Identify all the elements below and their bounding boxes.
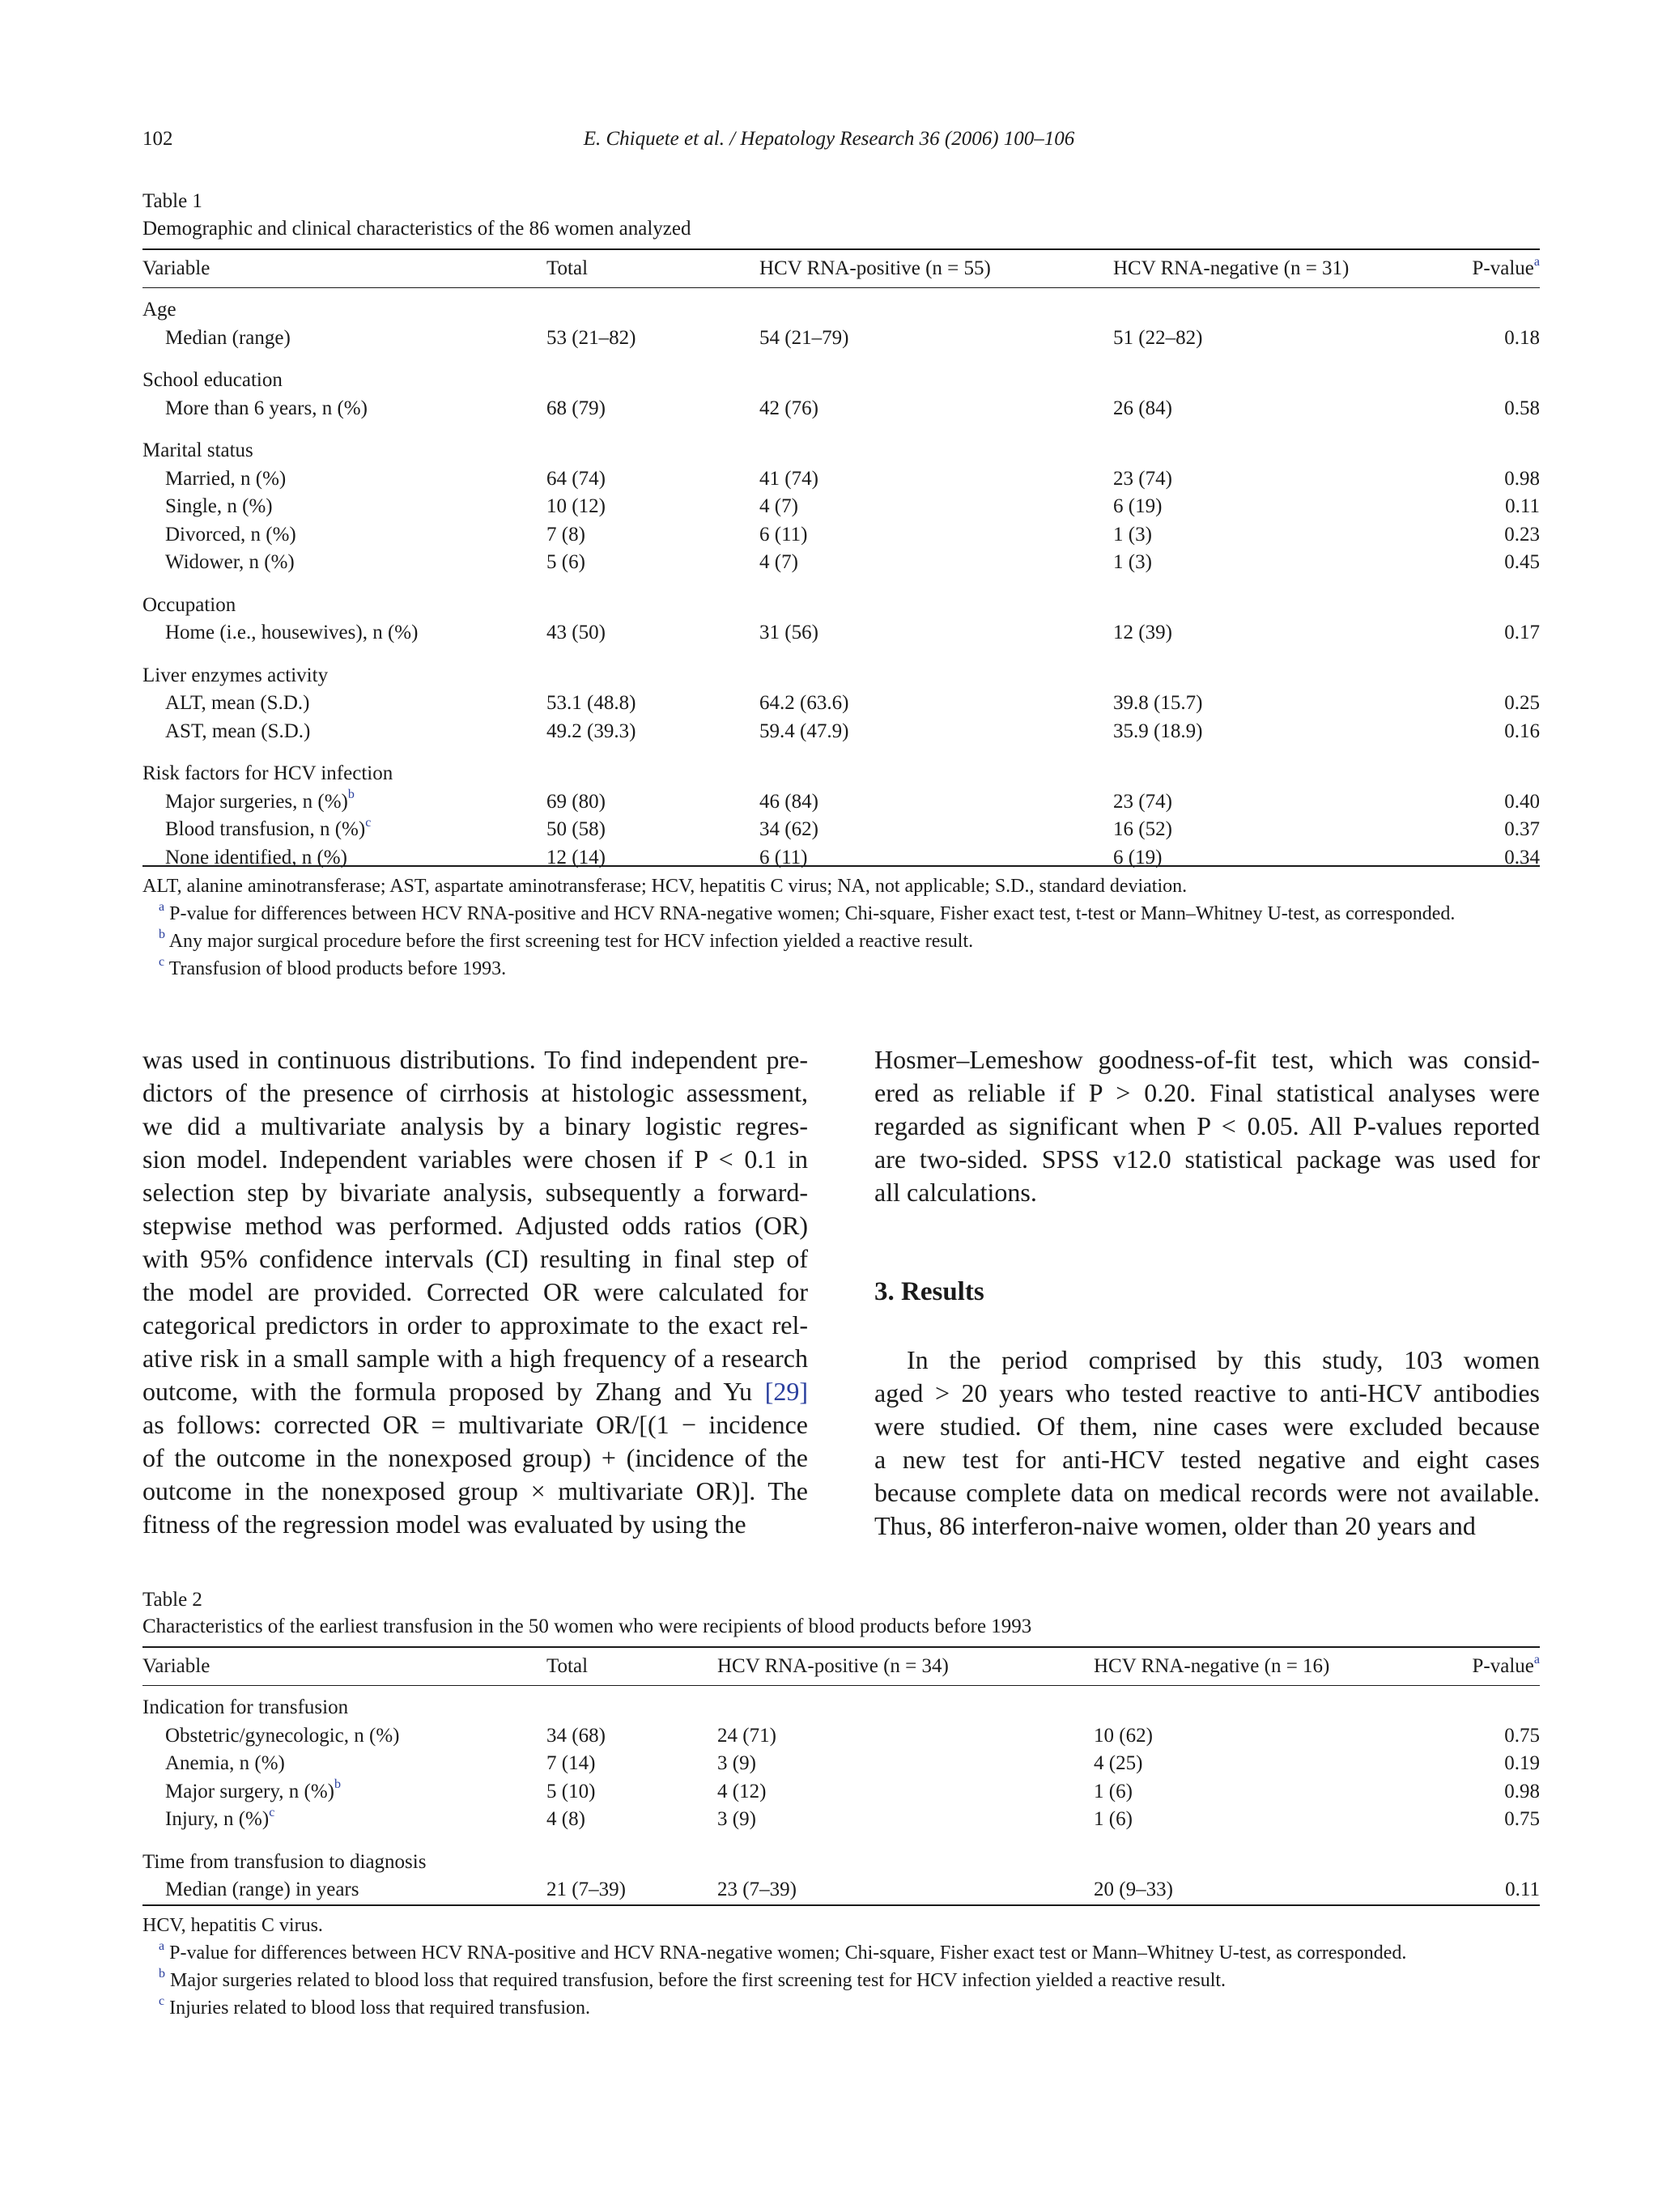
group-label: Age (142, 299, 176, 321)
cell-hcv-negative: 6 (19) (1113, 846, 1163, 868)
cell-hcv-negative: 12 (39) (1113, 622, 1172, 643)
body-right-column-top (874, 1043, 1540, 1209)
row-label: Divorced, n (%) (165, 523, 296, 546)
column-header: Total (546, 257, 589, 279)
table1-footnote-b: $^b$ Any major surgical procedure before the first screening test for HCV infection yielded a reactive result. (159, 928, 974, 952)
group-label: Liver enzymes activity (142, 664, 329, 686)
cell-p-value: 0.58 (1504, 397, 1540, 419)
cell-total: 7 (8) (546, 523, 585, 546)
cell-p-value: 0.18 (1504, 326, 1540, 349)
cell-p-value: 0.11 (1505, 1879, 1540, 1900)
cell-hcv-negative: 1 (3) (1113, 551, 1152, 573)
text-line: because complete data on medical records were not available. (874, 1478, 1540, 1507)
group-label: Indication for transfusion (142, 1696, 349, 1718)
cell-hcv-positive: 41 (74) (759, 467, 818, 490)
row-label: None identified, n (%) (165, 846, 347, 868)
text-line: Thus, 86 interferon-naive women, older than 20 years and (874, 1511, 1476, 1540)
cell-total: 10 (12) (546, 495, 606, 517)
row-label: Anemia, n (%) (165, 1752, 285, 1774)
text-line: the model are provided. Corrected OR were calculated for (142, 1277, 808, 1306)
row-label: Injury, n (%)$^c$ (165, 1805, 275, 1830)
row-label: Major surgery, n (%)$^b$ (165, 1777, 341, 1802)
cell-hcv-positive: 46 (84) (759, 790, 818, 813)
section-heading-results: 3. Results (874, 1277, 984, 1306)
row-label: Median (range) (165, 326, 291, 349)
cell-hcv-negative: 23 (74) (1113, 790, 1172, 813)
text-line: were studied. Of them, nine cases were excluded because (874, 1412, 1540, 1441)
cell-total: 53.1 (48.8) (546, 692, 636, 714)
group-label: Time from transfusion to diagnosis (142, 1850, 427, 1873)
cell-hcv-positive: 4 (12) (717, 1780, 767, 1802)
cell-total: 43 (50) (546, 622, 606, 643)
column-header: HCV RNA-positive (n = 55) (759, 257, 991, 279)
cell-total: 49.2 (39.3) (546, 720, 636, 742)
text-line: Hosmer–Lemeshow goodness-of-fit test, which was consid- (874, 1045, 1540, 1074)
cell-p-value: 0.25 (1504, 692, 1540, 714)
cell-hcv-positive: 6 (11) (759, 846, 808, 868)
table-header-row (142, 249, 1540, 288)
table2-footnote-c: $^c$ Injuries related to blood loss that required transfusion. (159, 1994, 590, 2019)
table-row (142, 1722, 1540, 1751)
table-group-row (142, 577, 1540, 620)
column-header: P-value$^a$ (1472, 1652, 1540, 1677)
cell-p-value: 0.37 (1504, 818, 1540, 840)
cell-hcv-negative: 20 (9–33) (1094, 1879, 1173, 1900)
cell-hcv-positive: 3 (9) (717, 1752, 756, 1774)
cell-p-value: 0.75 (1504, 1724, 1540, 1747)
cell-p-value: 0.40 (1504, 790, 1540, 813)
cell-total: 5 (10) (546, 1780, 596, 1802)
text-line: all calculations. (874, 1178, 1037, 1207)
text-line: ative risk in a small sample with a high frequency of a research (142, 1344, 808, 1373)
cell-total: 34 (68) (546, 1724, 606, 1747)
cell-hcv-negative: 35.9 (18.9) (1113, 720, 1203, 742)
cell-hcv-positive: 59.4 (47.9) (759, 720, 849, 742)
cell-p-value: 0.98 (1504, 1780, 1540, 1802)
table2-bottom-rule (142, 1904, 1540, 1906)
column-header: Variable (142, 257, 210, 279)
table-group-row (142, 422, 1540, 465)
text-line: a new test for anti-HCV tested negative and eight cases (874, 1445, 1540, 1474)
table1-bottom-rule (142, 865, 1540, 867)
text-line: In the period comprised by this study, 103 women (907, 1345, 1540, 1374)
table1-footnotes (142, 872, 1540, 983)
column-header: P-value$^a$ (1472, 254, 1540, 279)
text-line: with 95% confidence intervals (CI) resulting in final step of (142, 1244, 808, 1273)
cell-hcv-negative: 4 (25) (1094, 1752, 1143, 1774)
cell-total: 50 (58) (546, 818, 606, 840)
cell-hcv-positive: 54 (21–79) (759, 326, 849, 349)
table2-footnote-abbrev: HCV, hepatitis C virus. (142, 1915, 323, 1936)
group-label: Risk factors for HCV infection (142, 762, 393, 784)
text-line: sion model. Independent variables were chosen if P < 0.1 in (142, 1144, 808, 1174)
cell-hcv-negative: 1 (6) (1094, 1780, 1133, 1802)
table1 (142, 249, 1540, 872)
cell-hcv-positive: 34 (62) (759, 818, 818, 840)
cell-hcv-negative: 1 (6) (1094, 1808, 1133, 1830)
text-line: we did a multivariate analysis by a binary logistic regres- (142, 1111, 808, 1140)
table1-label: Table 1 (142, 190, 202, 212)
cell-p-value: 0.19 (1504, 1752, 1540, 1774)
table-row (142, 1750, 1540, 1778)
table1-footnote-a: $^a$ P-value for differences between HCV RNA-positive and HCV RNA-negative women; Chi-square, Fisher exact test, t-test or Mann–Whitney U-test, as corresponded. (159, 900, 1456, 924)
table-row (142, 325, 1540, 353)
cell-p-value: 0.17 (1504, 622, 1540, 643)
cell-hcv-positive: 42 (76) (759, 397, 818, 419)
table-row (142, 816, 1540, 844)
cell-hcv-negative: 10 (62) (1094, 1724, 1153, 1747)
table-row (142, 1876, 1540, 1904)
cell-hcv-negative: 16 (52) (1113, 818, 1172, 840)
table1-footnote-abbrev: ALT, alanine aminotransferase; AST, aspartate aminotransferase; HCV, hepatitis C virus; NA, not applicable; S.D., standard deviation. (142, 876, 1188, 897)
text-line: outcome, with the formula proposed by Zhang and Yu [29] (142, 1377, 808, 1406)
cell-hcv-positive: 4 (7) (759, 495, 798, 517)
text-line: aged > 20 years who tested reactive to anti-HCV antibodies (874, 1378, 1540, 1407)
cell-total: 69 (80) (546, 790, 606, 813)
cell-hcv-positive: 6 (11) (759, 523, 808, 546)
text-line: selection step by bivariate analysis, subsequently a forward- (142, 1178, 808, 1207)
table-row (142, 718, 1540, 746)
cell-hcv-positive: 31 (56) (759, 622, 818, 643)
cell-hcv-positive: 23 (7–39) (717, 1879, 797, 1900)
table-row (142, 521, 1540, 550)
table-group-row (142, 1686, 1540, 1722)
cell-hcv-positive: 3 (9) (717, 1808, 756, 1830)
cell-hcv-negative: 1 (3) (1113, 523, 1152, 546)
cell-p-value: 0.75 (1504, 1808, 1540, 1830)
cell-hcv-negative: 26 (84) (1113, 397, 1172, 419)
table2 (142, 1647, 1540, 1904)
column-header: HCV RNA-negative (n = 31) (1113, 257, 1350, 279)
cell-hcv-negative: 39.8 (15.7) (1113, 692, 1203, 714)
group-label: School education (142, 369, 283, 391)
row-label: Median (range) in years (165, 1879, 359, 1900)
text-line: stepwise method was performed. Adjusted odds ratios (OR) (142, 1211, 808, 1240)
row-label: ALT, mean (S.D.) (165, 692, 310, 714)
row-label: Married, n (%) (165, 467, 287, 490)
cell-hcv-negative: 51 (22–82) (1113, 326, 1203, 349)
row-label: Major surgeries, n (%)$^b$ (165, 788, 355, 813)
table-group-row (142, 745, 1540, 788)
cell-total: 68 (79) (546, 397, 606, 419)
table-group-row (142, 647, 1540, 690)
table-row (142, 1806, 1540, 1834)
text-line: regarded as significant when P < 0.05. All P-values reported (874, 1111, 1540, 1140)
table-row (142, 844, 1540, 872)
row-label: More than 6 years, n (%) (165, 397, 368, 419)
text-line: ered as reliable if P > 0.20. Final statistical analyses were (874, 1078, 1540, 1107)
cell-p-value: 0.45 (1504, 551, 1540, 573)
table-row (142, 465, 1540, 494)
cell-hcv-negative: 23 (74) (1113, 467, 1172, 490)
table-group-row (142, 1834, 1540, 1877)
group-label: Marital status (142, 439, 253, 461)
cell-hcv-negative: 6 (19) (1113, 495, 1163, 517)
reference-link[interactable]: [29] (764, 1377, 808, 1406)
text-line: outcome in the nonexposed group × multivariate OR)]. The (142, 1476, 808, 1505)
cell-total: 53 (21–82) (546, 326, 636, 349)
row-label: Single, n (%) (165, 495, 273, 517)
row-label: AST, mean (S.D.) (165, 720, 311, 742)
table2-footnote-a: $^a$ P-value for differences between HCV RNA-positive and HCV RNA-negative women; Chi-square, Fisher exact test or Mann–Whitney U-test, as corresponded. (159, 1939, 1407, 1964)
row-label: Obstetric/gynecologic, n (%) (165, 1724, 400, 1747)
table-group-row (142, 288, 1540, 325)
cell-hcv-positive: 4 (7) (759, 551, 798, 573)
table-row (142, 493, 1540, 521)
table1-footnote-c: $^c$ Transfusion of blood products before 1993. (159, 955, 507, 979)
table-row (142, 1778, 1540, 1807)
cell-total: 12 (14) (546, 846, 606, 868)
cell-p-value: 0.34 (1504, 846, 1540, 868)
column-header: Variable (142, 1655, 210, 1677)
table-group-row (142, 352, 1540, 395)
table1-caption: Demographic and clinical characteristics of the 86 women analyzed (142, 218, 691, 240)
text-line: fitness of the regression model was evaluated by using the (142, 1509, 746, 1539)
cell-total: 5 (6) (546, 551, 585, 573)
column-header: HCV RNA-negative (n = 16) (1094, 1655, 1330, 1677)
table-row (142, 395, 1540, 423)
table-row (142, 788, 1540, 817)
text-line: of the outcome in the nonexposed group) + (incidence of the (142, 1443, 808, 1472)
text-line: dictors of the presence of cirrhosis at histologic assessment, (142, 1078, 808, 1107)
cell-p-value: 0.11 (1505, 495, 1540, 517)
table2-label: Table 2 (142, 1589, 202, 1611)
cell-total: 7 (14) (546, 1752, 596, 1774)
cell-total: 64 (74) (546, 467, 606, 490)
group-label: Occupation (142, 593, 236, 616)
row-label: Home (i.e., housewives), n (%) (165, 622, 419, 643)
row-label: Blood transfusion, n (%)$^c$ (165, 815, 372, 840)
table2-footnotes (142, 1912, 1540, 2022)
text-line: was used in continuous distributions. To find independent pre- (142, 1045, 808, 1074)
journal-citation: E. Chiquete et al. / Hepatology Research 36 (2006) 100–106 (583, 128, 1075, 150)
cell-p-value: 0.98 (1504, 467, 1540, 490)
cell-p-value: 0.23 (1504, 523, 1540, 546)
cell-total: 4 (8) (546, 1808, 585, 1830)
cell-hcv-positive: 24 (71) (717, 1724, 776, 1747)
body-left-column (142, 1043, 808, 1541)
row-label: Widower, n (%) (165, 551, 295, 573)
table-row (142, 619, 1540, 647)
table-row (142, 690, 1540, 718)
text-line: are two-sided. SPSS v12.0 statistical package was used for (874, 1144, 1540, 1174)
text-line: as follows: corrected OR = multivariate OR/[(1 − incidence (142, 1410, 808, 1439)
cell-p-value: 0.16 (1504, 720, 1540, 742)
table-header-row (142, 1647, 1540, 1686)
cell-hcv-positive: 64.2 (63.6) (759, 692, 849, 714)
cell-total: 21 (7–39) (546, 1879, 626, 1900)
column-header: HCV RNA-positive (n = 34) (717, 1655, 949, 1677)
page-number: 102 (142, 128, 173, 150)
table-row (142, 549, 1540, 577)
column-header: Total (546, 1655, 589, 1677)
text-line: categorical predictors in order to approximate to the exact rel- (142, 1310, 808, 1340)
table2-footnote-b: $^b$ Major surgeries related to blood loss that required transfusion, before the first screening test for HCV infection yielded a reactive result. (159, 1967, 1226, 1991)
body-right-column-results (874, 1344, 1540, 1543)
table2-caption: Characteristics of the earliest transfusion in the 50 women who were recipients of blood products before 1993 (142, 1615, 1032, 1637)
